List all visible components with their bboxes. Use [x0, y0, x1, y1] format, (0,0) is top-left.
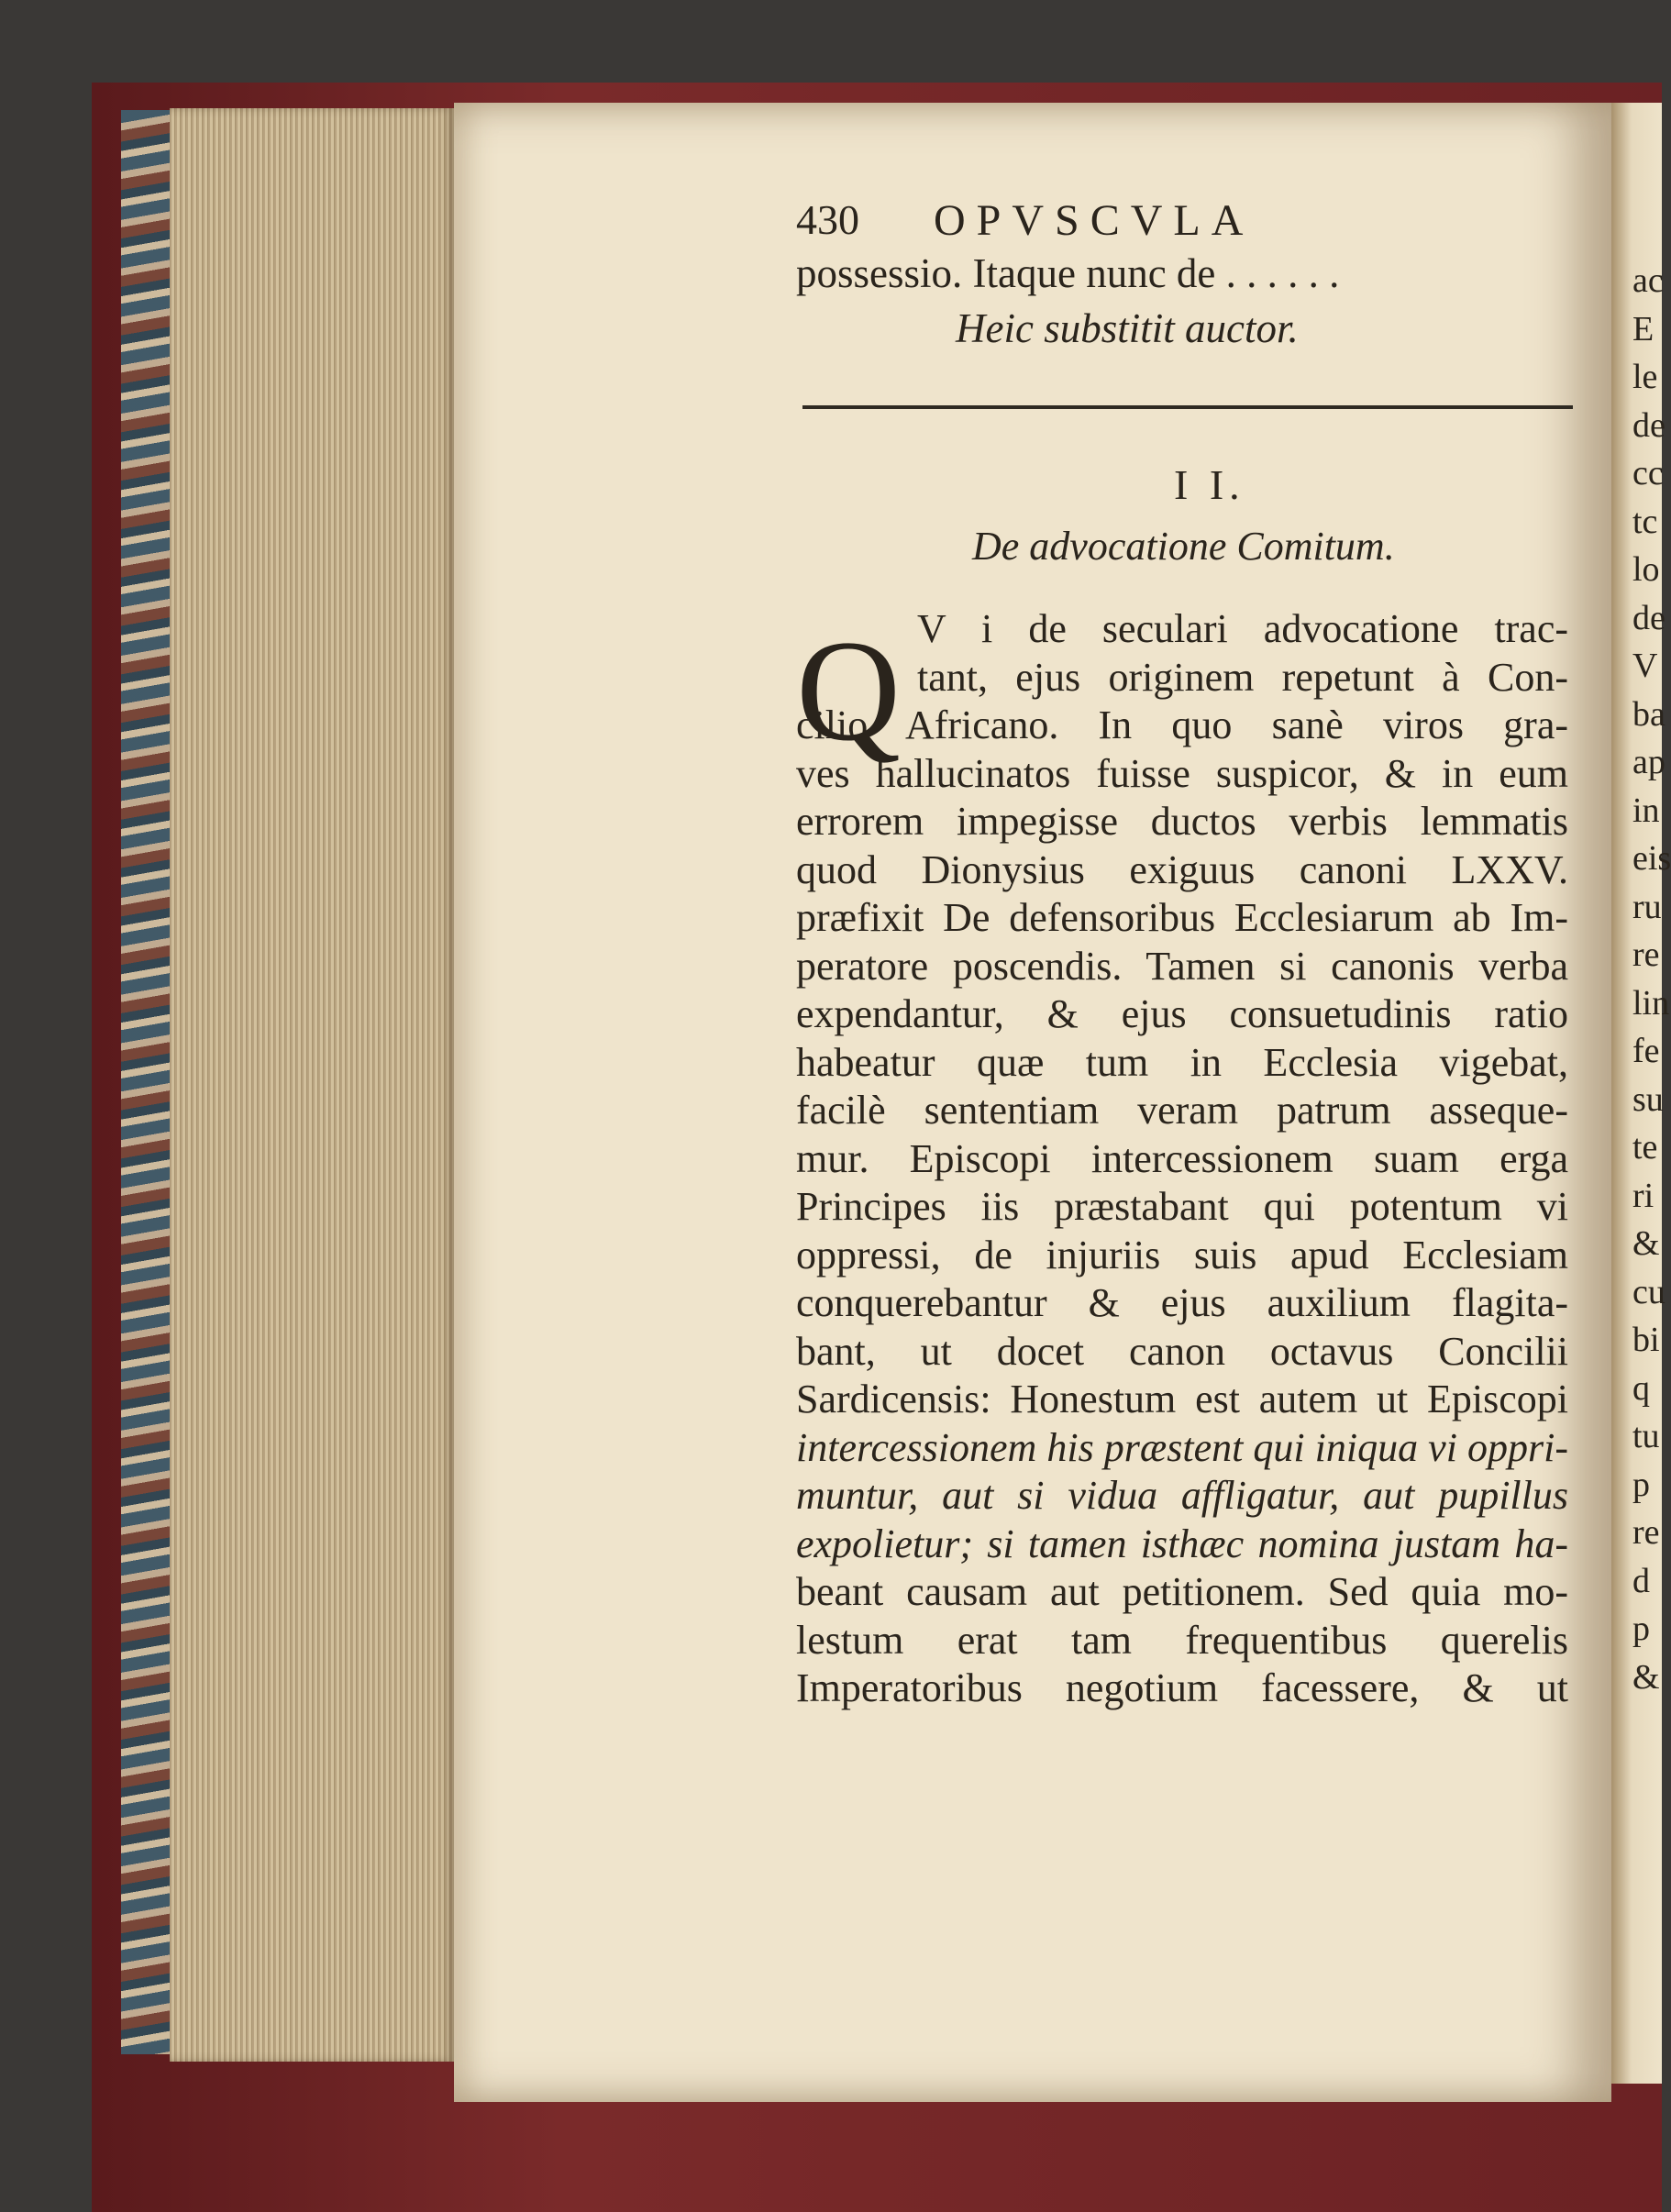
section-title: De advocatione Comitum.: [972, 524, 1395, 569]
facing-page-fragment: ac: [1632, 261, 1664, 300]
page-header: [796, 195, 1438, 250]
facing-page-fragment: le: [1632, 358, 1658, 396]
text-line: bant, ut docet canon octavus Concilii: [796, 1328, 1568, 1374]
text-line: cilio Africano. In quo sanè viros gra-: [796, 702, 1568, 747]
text-line: Sardicensis: Honestum est autem ut Episcopi: [796, 1377, 1568, 1421]
text-line: facilè sententiam veram patrum asseque-: [796, 1088, 1568, 1133]
text-line: intercessionem his præstent qui iniqua vi oppri-: [796, 1424, 1568, 1470]
facing-page-fragment: ap: [1632, 743, 1665, 781]
text-line: Imperatoribus negotium facessere, & ut: [796, 1665, 1568, 1710]
marbled-endpaper-edge: [121, 110, 172, 2054]
facing-page-fragment: cu: [1632, 1272, 1665, 1311]
text-line: præfixit De defensoribus Ecclesiarum ab Im-: [796, 895, 1568, 940]
facing-page-fragment: &: [1632, 1224, 1660, 1263]
facing-page-fragment: E: [1632, 309, 1654, 348]
text-line: expolietur; si tamen isthæc nomina justam ha-: [796, 1521, 1568, 1566]
facing-page-fragment: lin: [1632, 983, 1670, 1023]
text-line: quod Dionysius exiguus canoni LXXV.: [796, 846, 1568, 892]
drop-cap: Q: [796, 611, 902, 771]
facing-page-fragment: d: [1632, 1561, 1650, 1600]
facing-page-fragment: p: [1632, 1465, 1650, 1504]
running-head: OPVSCVLA: [934, 196, 1255, 245]
facing-page-fragment: bi: [1632, 1321, 1660, 1359]
facing-page-fragment: ri: [1632, 1176, 1654, 1215]
facing-page-fragment: su: [1632, 1079, 1664, 1119]
section-number: I I.: [1174, 461, 1245, 508]
facing-page-fragment: de: [1632, 598, 1665, 637]
text-line: tant, ejus originem repetunt à Con-: [917, 654, 1568, 700]
facing-page-fragment: eis: [1632, 839, 1671, 878]
section-divider: [802, 405, 1573, 409]
text-line: peratore poscendis. Tamen si canonis verba: [796, 943, 1568, 989]
text-line: oppressi, de injuriis suis apud Ecclesiam: [796, 1232, 1568, 1277]
text-line: muntur, aut si vidua affligatur, aut pupillus: [796, 1473, 1568, 1518]
facing-page-fragment: lo: [1632, 550, 1660, 589]
text-line: errorem impegisse ductos verbis lemmatis: [796, 799, 1568, 844]
text-line: V i de seculari advocatione trac-: [917, 606, 1568, 651]
facing-page-fragment: ru: [1632, 887, 1662, 926]
page-edges-stack: [170, 108, 454, 2062]
text-line: ves hallucinatos fuisse suspicor, & in eum: [796, 750, 1568, 796]
facing-page-fragment: tu: [1632, 1417, 1660, 1455]
author-note: Heic substitit auctor.: [956, 305, 1299, 351]
text-line: expendantur, & ejus consuetudinis ratio: [796, 991, 1568, 1036]
page-number: 430: [796, 196, 859, 243]
facing-page-fragment: in: [1632, 791, 1660, 830]
text-line: beant causam aut petitionem. Sed quia mo-: [796, 1569, 1568, 1614]
text-line: Principes iis præstabant qui potentum vi: [796, 1184, 1568, 1229]
facing-page-fragment: &: [1632, 1657, 1660, 1697]
text-line-top: possessio. Itaque nunc de . . . . . .: [796, 250, 1340, 296]
text-line: mur. Episcopi intercessionem suam erga: [796, 1135, 1568, 1181]
facing-page-fragment: te: [1632, 1128, 1658, 1167]
facing-page-fragment: cc: [1632, 454, 1664, 492]
facing-page-fragment: de: [1632, 405, 1665, 445]
facing-page-fragment: tc: [1632, 502, 1658, 541]
text-line: habeatur quæ tum in Ecclesia vigebat,: [796, 1039, 1568, 1085]
facing-page-fragment: ba: [1632, 694, 1665, 734]
facing-page-text: [1632, 257, 1671, 1701]
facing-page-fragment: re: [1632, 1513, 1660, 1552]
facing-page-fragment: V: [1632, 647, 1658, 685]
text-line: conquerebantur & ejus auxilium flagita-: [796, 1280, 1568, 1325]
body-text: [796, 605, 1568, 1713]
facing-page-fragment: re: [1632, 935, 1660, 974]
facing-page-fragment: p: [1632, 1609, 1650, 1648]
facing-page-fragment: fe: [1632, 1032, 1660, 1070]
facing-page-fragment: q: [1632, 1368, 1650, 1408]
text-line: lestum erat tam frequentibus querelis: [796, 1617, 1568, 1663]
